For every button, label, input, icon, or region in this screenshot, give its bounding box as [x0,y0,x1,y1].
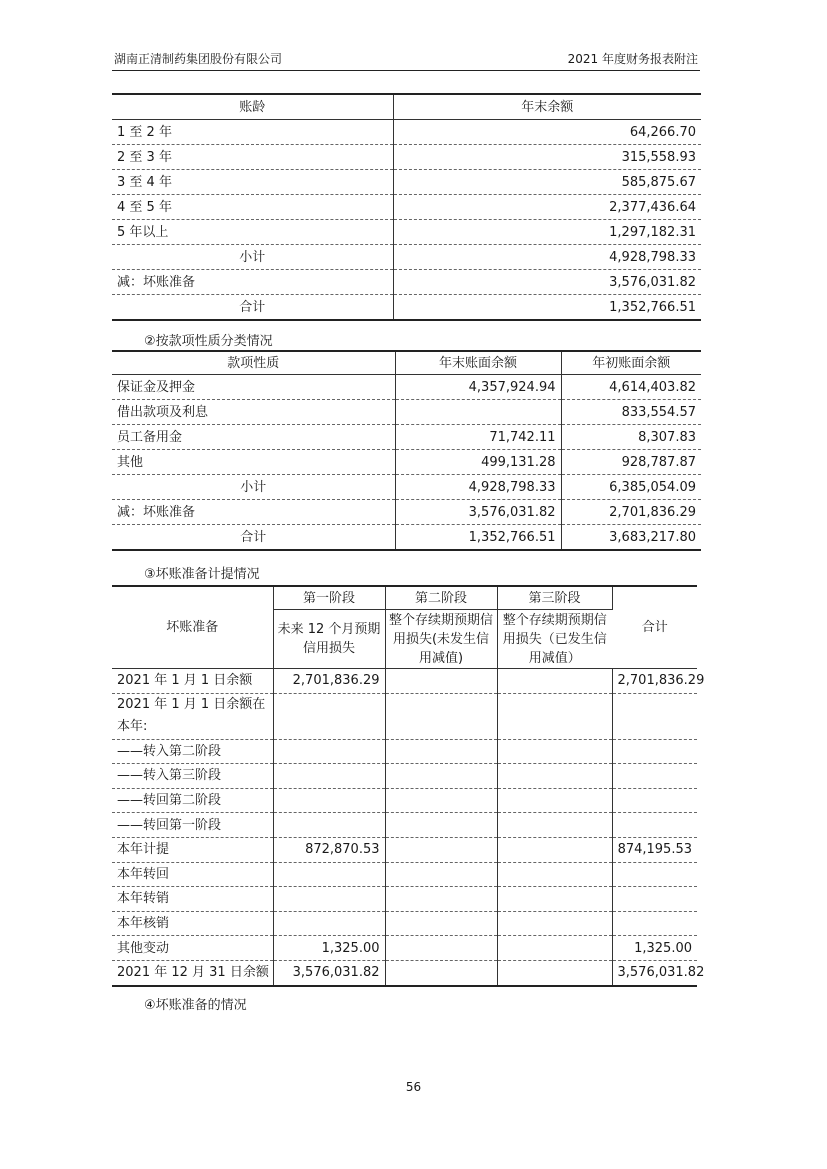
col-header-provision: 坏账准备 [112,586,273,669]
col-header-stage1: 第一阶段 [273,586,385,610]
row-value [497,669,612,694]
row-value: 1,352,766.51 [609,299,696,315]
table-row [112,375,701,400]
row-value: 6,385,054.09 [561,475,701,500]
row-value: 833,554.57 [561,400,701,425]
row-label: 2021 年 1 月 1 日余额在本年: [112,693,273,739]
row-value: 1,352,766.51 [395,525,561,551]
table-row [112,120,701,145]
row-value [273,764,385,789]
table-row [112,837,697,862]
row-value [273,693,385,739]
row-label: 其他变动 [112,936,273,961]
table-row [112,475,701,500]
row-label: 1 至 2 年 [112,120,393,145]
row-label: 4 至 5 年 [112,195,393,220]
table-row [112,525,701,551]
row-value [395,400,561,425]
row-value: 3,683,217.80 [609,529,696,545]
row-value: 3,576,031.82 [273,960,385,985]
row-value [385,669,497,694]
row-label: ——转回第一阶段 [112,813,273,838]
row-value [385,837,497,862]
row-value: 4,928,798.33 [395,475,561,500]
aging-table [112,93,701,321]
col-header-year-start: 年初账面余额 [561,351,701,375]
row-label: 合计 [112,525,395,551]
row-value: 1,297,182.31 [393,220,701,245]
row-label: 小计 [112,475,395,500]
page-number: 56 [405,1080,422,1094]
table-row [112,195,701,220]
table-row [112,450,701,475]
row-value [497,911,612,936]
row-value: 874,195.53 [612,837,697,862]
row-value [497,936,612,961]
table-row [112,500,701,525]
row-value [385,764,497,789]
row-label: 3 至 4 年 [112,170,393,195]
row-value [273,788,385,813]
row-value [497,837,612,862]
table-row [112,739,697,764]
row-value: 4,357,924.94 [395,375,561,400]
row-value [612,862,697,887]
company-name: 湖南正清制药集团股份有限公司 [114,52,283,66]
row-value [385,887,497,912]
row-value: 2,701,836.29 [273,669,385,694]
row-value: 499,131.28 [395,450,561,475]
row-label: 员工备用金 [112,425,395,450]
row-value: 928,787.87 [561,450,701,475]
row-value: 64,266.70 [393,120,701,145]
row-value [273,739,385,764]
row-value [273,862,385,887]
row-value: 1,325.00 [612,936,697,961]
report-title: 2021 年度财务报表附注 [567,52,698,66]
row-value [273,813,385,838]
row-value [612,813,697,838]
row-value: 4,614,403.82 [561,375,701,400]
section-title-by-nature: ②按款项性质分类情况 [144,334,273,349]
row-label: 保证金及押金 [112,375,395,400]
row-label: 小计 [112,245,393,270]
row-label: 合计 [112,295,393,321]
row-value [497,693,612,739]
row-value: 315,558.93 [393,145,701,170]
row-value [497,788,612,813]
table-row [112,270,701,295]
col-header-stage2: 第二阶段 [385,586,497,610]
row-label: ——转入第二阶段 [112,739,273,764]
table-row [112,170,701,195]
row-value: 2,701,836.29 [612,669,697,694]
row-value: 2,377,436.64 [393,195,701,220]
row-value [273,911,385,936]
table-row [112,764,697,789]
row-value [385,911,497,936]
col-header-total: 合计 [612,586,697,669]
page-header [112,48,700,71]
table-row [112,911,697,936]
table-row [112,245,701,270]
table-row [112,887,697,912]
row-value [612,911,697,936]
table-row [112,220,701,245]
row-value: 3,576,031.82 [617,965,705,981]
row-label: 本年转销 [112,887,273,912]
row-value: 872,870.53 [273,837,385,862]
col-desc-stage2: 整个存续期预期信用损失(未发生信用减值) [385,610,497,669]
row-value: 4,928,798.33 [393,245,701,270]
row-value: 1,325.00 [273,936,385,961]
row-value [385,693,497,739]
provision-table [112,585,705,987]
row-label: 本年转回 [112,862,273,887]
row-label: 5 年以上 [112,220,393,245]
row-label: 2021 年 1 月 1 日余额 [112,669,273,694]
row-label: 2021 年 12 月 31 日余额 [112,960,273,985]
row-value [612,887,697,912]
row-value [385,862,497,887]
table-row [112,813,697,838]
col-header-nature: 款项性质 [112,351,395,375]
row-value [497,887,612,912]
row-label: 本年计提 [112,837,273,862]
row-value: 71,742.11 [395,425,561,450]
row-value: 2,701,836.29 [561,500,701,525]
table-row [112,669,697,694]
row-value [497,764,612,789]
row-label: 2 至 3 年 [112,145,393,170]
col-header-year-end-balance: 年末余额 [393,94,701,120]
section-title-provision: ③坏账准备计提情况 [144,567,260,582]
table-row [112,936,697,961]
row-value [385,739,497,764]
col-header-aging: 账龄 [112,94,393,120]
row-value [612,693,697,739]
section-title-provision-status: ④坏账准备的情况 [144,998,247,1013]
nature-table [112,350,701,551]
row-label: ——转回第二阶段 [112,788,273,813]
row-label: 其他 [112,450,395,475]
row-value [612,764,697,789]
row-value: 3,576,031.82 [395,500,561,525]
row-value [273,887,385,912]
row-label: 减：坏账准备 [112,270,393,295]
table-row [112,145,701,170]
row-value [385,936,497,961]
table-row [112,425,701,450]
row-label: ——转入第三阶段 [112,764,273,789]
table-row [112,788,697,813]
row-label: 本年核销 [112,911,273,936]
table-row [112,400,701,425]
col-header-stage3: 第三阶段 [497,586,612,610]
table-row [112,960,697,985]
table-row [112,295,701,321]
row-value [612,739,697,764]
row-label: 借出款项及利息 [112,400,395,425]
row-value [497,813,612,838]
row-value: 8,307.83 [561,425,701,450]
table-row [112,862,697,887]
row-value: 3,576,031.82 [393,270,701,295]
row-value [385,788,497,813]
col-desc-stage3: 整个存续期预期信用损失（已发生信用减值） [497,610,612,669]
table-row [112,693,697,739]
row-value [497,862,612,887]
col-header-year-end: 年末账面余额 [395,351,561,375]
row-label: 减：坏账准备 [112,500,395,525]
row-value [497,739,612,764]
row-value: 585,875.67 [393,170,701,195]
col-desc-stage1: 未来 12 个月预期信用损失 [273,610,385,669]
row-value [385,813,497,838]
row-value [385,960,497,985]
row-value [612,788,697,813]
row-value [497,960,612,985]
